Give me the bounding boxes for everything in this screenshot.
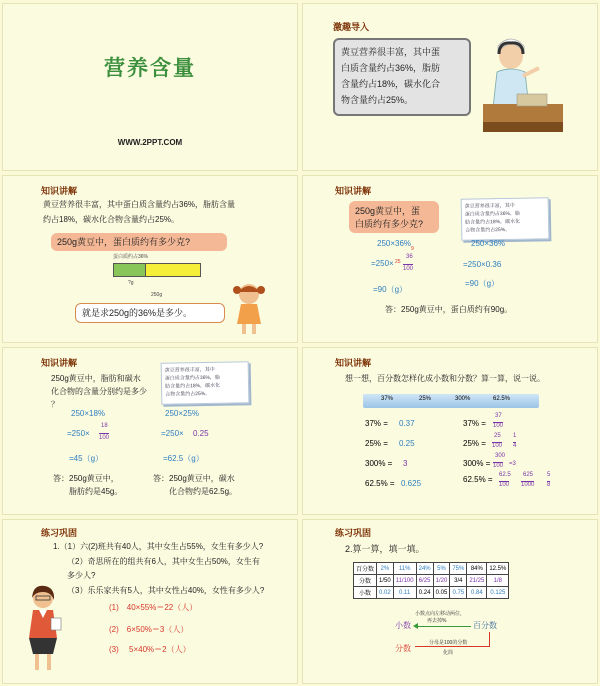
question-2-cont: 多少人? — [67, 571, 96, 580]
dec-4-value: 0.625 — [401, 479, 422, 488]
frac-2-den: 100 — [492, 443, 503, 449]
slide-1[interactable] — [2, 3, 298, 171]
slide-heading: 知识讲解 — [335, 186, 372, 196]
slide-5[interactable] — [2, 347, 298, 515]
frac-2-num: 25 — [494, 433, 501, 439]
teacher-illustration — [21, 584, 65, 674]
fraction-cell: 1/8 — [487, 575, 509, 587]
percent-cell: 11% — [393, 563, 416, 575]
frac-1-label: 37% = — [463, 419, 486, 428]
question-box — [51, 233, 227, 251]
question-line-2: 化合物的含量分别约是多少 — [51, 387, 147, 396]
segment-bar — [113, 263, 201, 277]
answer-3: (3) 5×40%＝2（人） — [109, 645, 191, 654]
row-label: 小数 — [354, 587, 377, 599]
note-line-4: 合物含量约占25%。 — [165, 390, 211, 398]
question-box — [349, 201, 439, 233]
note-line-3: 肪含量约占18%，碳水化 — [165, 382, 221, 390]
note-line-4: 合物含量约占25%。 — [465, 226, 511, 234]
dec-1-label: 37% = — [365, 419, 388, 428]
fraction-cell: 1/50 — [377, 575, 394, 587]
answer-1-line-1: 答：250g黄豆中， — [53, 474, 119, 483]
fraction-cell: 6/25 — [416, 575, 433, 587]
left-reduced-den: 25 — [395, 259, 401, 265]
slide-heading: 激趣导入 — [333, 22, 370, 32]
answer-1-line-2: 脂肪约是45g。 — [69, 487, 123, 496]
label-baifenshu: 百分数 — [473, 621, 497, 630]
slide-heading: 知识讲解 — [41, 186, 78, 196]
dec-1-value: 0.37 — [399, 419, 415, 428]
frac-2-label: 25% = — [463, 439, 486, 448]
answer-2-line-2: 化合物约是62.5g。 — [169, 487, 238, 496]
decimal-cell: 0.05 — [433, 587, 450, 599]
label-fenshu: 分数 — [395, 644, 411, 653]
bubble-line-3: 含量约占18%，碳水化合 — [341, 79, 441, 89]
frac-3-num: 300 — [495, 453, 506, 459]
frac-4-mid-den: 1000 — [521, 482, 535, 488]
note-line-2: 蛋白质含量约占36%，脂 — [164, 374, 220, 382]
slide-8[interactable] — [302, 519, 598, 684]
bubble-line-2: 白质含量约占36%，脂肪 — [341, 63, 441, 73]
left-step-2: =250× — [67, 429, 90, 438]
bracket-line — [415, 646, 490, 647]
arrow-percent-to-decimal — [415, 626, 471, 627]
question-2: （2）奇思所在的组共有6人，其中女生占50%，女生有 — [67, 557, 260, 566]
question-line-1: 250g黄豆中，蛋 — [355, 206, 421, 216]
question-line-1: 250g黄豆中，脂肪和碳水 — [51, 374, 141, 383]
bar-unknown-label: ?g — [128, 280, 134, 286]
frac-4-den: 100 — [499, 482, 510, 488]
left-step-1: 250×36% — [377, 239, 412, 248]
row-fraction — [354, 575, 509, 587]
slide-7[interactable] — [2, 519, 298, 684]
answer-box — [75, 303, 225, 323]
task-text: 2.算一算，填一填。 — [345, 544, 425, 554]
slide-heading: 练习巩固 — [335, 528, 372, 538]
row-decimal — [354, 587, 509, 599]
chip-62-5: 62.5% — [493, 396, 511, 402]
frac-4-mid-num: 625 — [523, 472, 534, 478]
slide-heading: 知识讲解 — [335, 358, 372, 368]
left-step-2: =250× — [371, 259, 394, 268]
right-result: =62.5（g） — [163, 454, 204, 463]
percent-cell: 2% — [377, 563, 394, 575]
data-note — [161, 361, 250, 405]
question-text: 250g黄豆中，蛋白质约有多少克? — [57, 237, 191, 247]
answer-text: 就是求250g的36%是多少。 — [82, 308, 193, 318]
frac-3-label: 300% = — [463, 459, 491, 468]
note-line-3: 肪含量约占18%，碳水化 — [465, 218, 521, 226]
decimal-cell: 0.11 — [393, 587, 416, 599]
frac-3-value: =3 — [509, 461, 516, 467]
decimal-cell: 0.24 — [416, 587, 433, 599]
decimal-cell: 0.02 — [377, 587, 394, 599]
bar-filled-part — [114, 264, 146, 276]
bar-total-label: 250g — [151, 292, 163, 298]
text-line-1: 黄豆营养很丰富，其中蛋白质含量约占36%，脂肪含量 — [43, 200, 236, 209]
right-result: =90（g） — [465, 279, 500, 288]
decimal-cell: 0.75 — [450, 587, 467, 599]
left-num: 18 — [101, 423, 108, 429]
percent-cell: 24% — [416, 563, 433, 575]
percent-cell: 75% — [450, 563, 467, 575]
slide-6[interactable] — [302, 347, 598, 515]
answer-2-line-1: 答：250g黄豆中，碳水 — [153, 474, 235, 483]
girl-illustration — [229, 280, 269, 336]
note-line-2: 蛋白质含量约占36%，脂 — [464, 210, 520, 218]
frac-4-final-num: 5 — [547, 472, 551, 478]
right-step-2: =250×0.36 — [463, 260, 502, 269]
rule-text-3: 分母是100的分数 — [429, 640, 468, 646]
chip-37: 37% — [381, 396, 394, 402]
lesson-title: 营养含量 — [104, 57, 196, 80]
chip-25: 25% — [419, 396, 432, 402]
frac-1-num: 37 — [495, 413, 502, 419]
question-1: 1.（1）六(2)班共有40人，其中女生占55%，女生有多少人? — [53, 542, 264, 551]
bubble-line-1: 黄豆营养很丰富，其中蛋 — [341, 47, 441, 57]
fraction-cell: 1/20 — [433, 575, 450, 587]
dec-3-label: 300% = — [365, 459, 393, 468]
left-num: 36 — [406, 254, 413, 260]
bracket-line — [489, 632, 490, 646]
note-line-1: 黄豆营养很丰富，其中 — [464, 202, 515, 210]
slide-3[interactable] — [2, 175, 298, 343]
left-result: =90（g） — [373, 285, 408, 294]
conversion-table — [353, 562, 509, 599]
dec-2-label: 25% = — [365, 439, 388, 448]
note-line-1: 黄豆营养很丰富，其中 — [164, 366, 215, 374]
question-line-2: 白质约有多少克? — [355, 219, 424, 229]
question-3: （3）乐乐家共有5人，其中女性占40%，女性有多少人? — [67, 586, 265, 595]
scientist-illustration — [475, 34, 565, 134]
text-line-2: 约占18%，碳水化合物含量约占25%。 — [43, 215, 180, 224]
slide-heading: 知识讲解 — [41, 358, 78, 368]
frac-4-num: 62.5 — [499, 472, 511, 478]
rule-text-2: 再去掉% — [427, 618, 447, 624]
frac-4-label: 62.5% = — [463, 475, 493, 484]
left-result: =45（g） — [69, 454, 104, 463]
percent-cell: 84% — [467, 563, 487, 575]
frac-2-simplified-num: 1 — [513, 433, 517, 439]
rule-text-4: 化简 — [443, 650, 454, 656]
right-step-1: 250×25% — [165, 409, 200, 418]
answer-text: 答：250g黄豆中，蛋白质约有90g。 — [385, 305, 513, 314]
frac-4-final-den: 8 — [547, 482, 551, 488]
fraction-cell: 3/4 — [450, 575, 467, 587]
chip-300: 300% — [455, 396, 471, 402]
row-label: 百分数 — [354, 563, 377, 575]
bar-top-label: 蛋白质约占36% — [113, 254, 149, 260]
rule-text-1: 小数点向左移动两位， — [415, 611, 466, 617]
dec-4-label: 62.5% = — [365, 479, 395, 488]
label-xiaoshu: 小数 — [395, 621, 411, 630]
left-step-1: 250×18% — [71, 409, 106, 418]
question-line-3: ？ — [51, 400, 59, 409]
slide-heading: 练习巩固 — [41, 528, 78, 538]
bubble-line-4: 物含量约占25%。 — [341, 95, 414, 105]
slide-4[interactable] — [302, 175, 598, 343]
right-decimal: 0.25 — [193, 429, 209, 438]
fraction-cell: 21/25 — [467, 575, 487, 587]
row-label: 分数 — [354, 575, 377, 587]
fraction-cell: 11/100 — [393, 575, 416, 587]
left-den: 100 — [403, 266, 414, 272]
dec-3-value: 3 — [403, 459, 408, 468]
decimal-cell: 0.125 — [487, 587, 509, 599]
frac-1-den: 100 — [493, 423, 504, 429]
intro-text: 想一想，百分数怎样化成小数和分数？算一算，说一说。 — [345, 374, 545, 383]
chip-strip — [363, 394, 539, 408]
percent-cell: 12.5% — [487, 563, 509, 575]
right-step-1: 250×36% — [471, 239, 506, 248]
answer-1: (1) 40×55%＝22（人） — [109, 603, 198, 612]
intro-bubble — [333, 38, 471, 116]
left-reduced-num: 9 — [411, 246, 414, 252]
frac-2-simplified-den: 4 — [513, 443, 517, 449]
row-percent — [354, 563, 509, 575]
decimal-cell: 0.84 — [467, 587, 487, 599]
data-note — [461, 197, 550, 241]
right-step-2: =250× — [161, 429, 184, 438]
site-label: WWW.2PPT.COM — [117, 138, 183, 147]
arrow-head — [413, 623, 418, 629]
percent-cell: 5% — [433, 563, 450, 575]
answer-2: (2) 6×50%＝3（人） — [109, 625, 189, 634]
slide-2[interactable] — [302, 3, 598, 171]
left-den: 100 — [99, 435, 110, 441]
dec-2-value: 0.25 — [399, 439, 415, 448]
frac-3-den: 100 — [493, 463, 504, 469]
